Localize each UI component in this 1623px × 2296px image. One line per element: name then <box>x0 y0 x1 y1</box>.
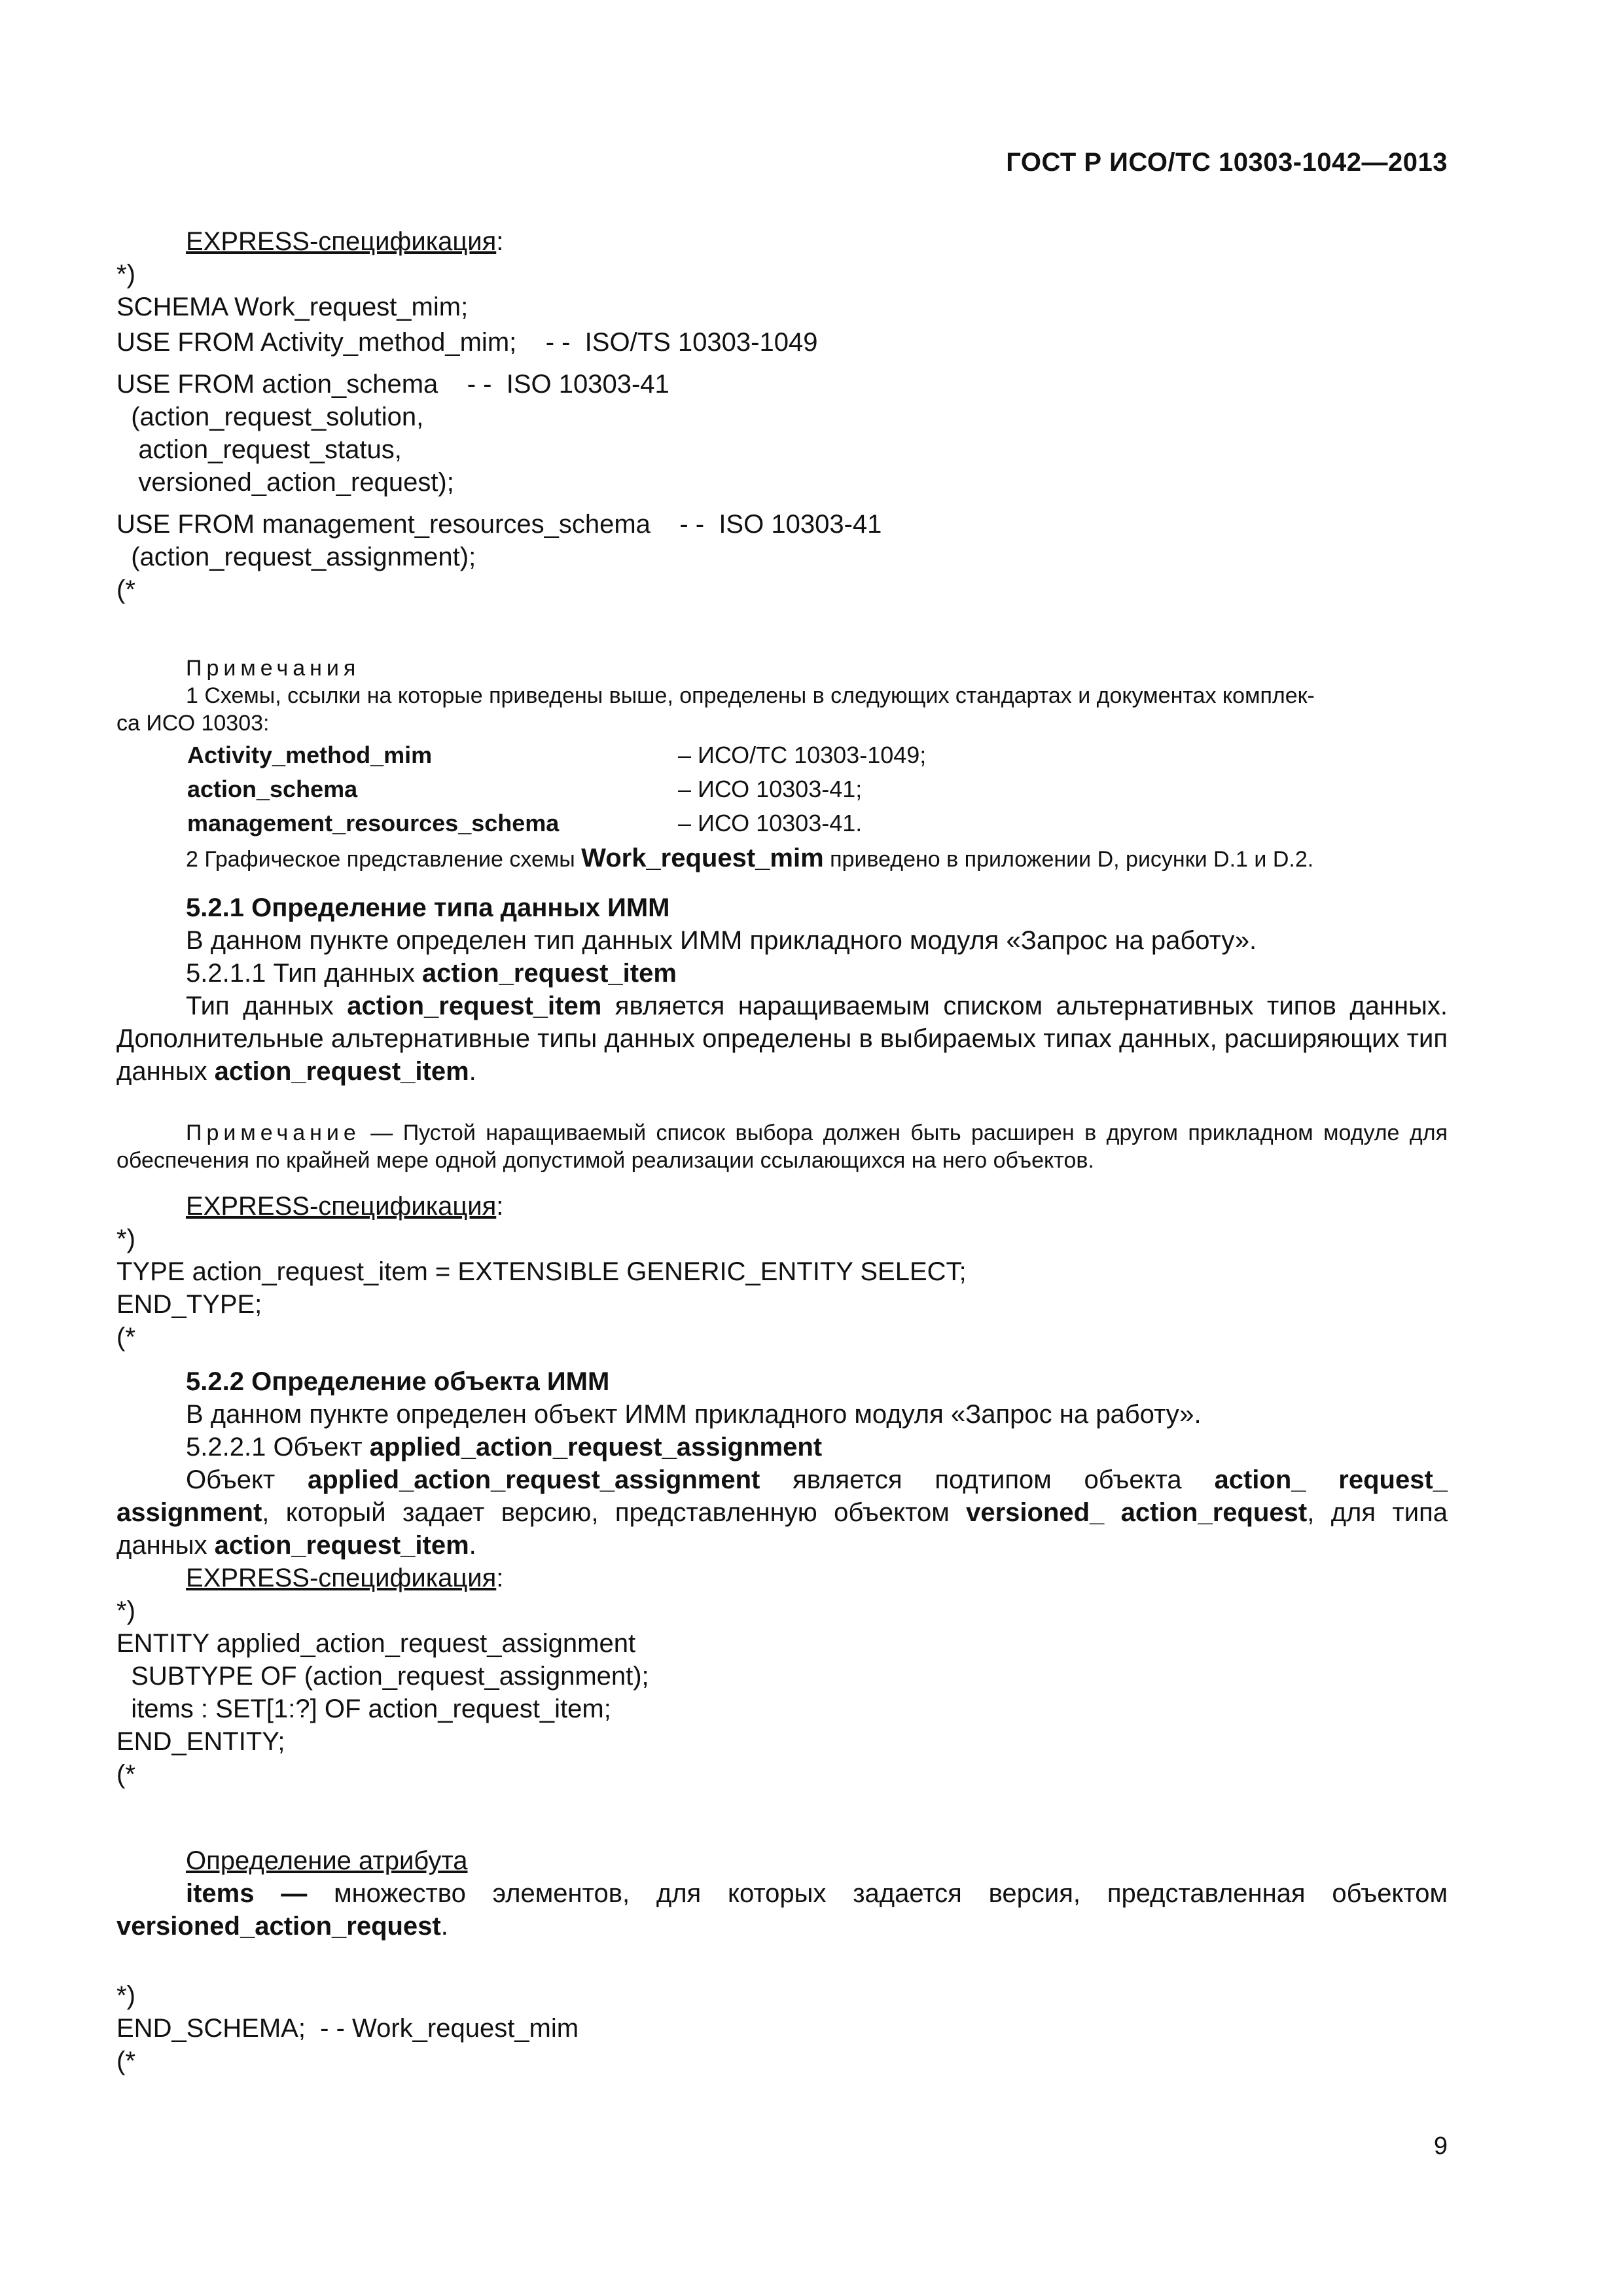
note-block <box>116 1119 1448 1174</box>
code-line: (* <box>116 1760 135 1789</box>
note-text: — Пустой наращиваемый список выбора должен быть расширен в другом прикладном модуле для обеспечения по крайней мере одной допустимой реализации ссылающихся на него объектов. <box>116 1121 1448 1173</box>
section-5-2-1 <box>116 891 1448 1088</box>
references-table <box>187 738 926 840</box>
code-line: (* <box>116 2047 135 2075</box>
notes-block <box>116 655 1448 737</box>
end-schema-block <box>116 1979 1448 2077</box>
code-line: (action_request_assignment); <box>116 543 476 571</box>
express-label: EXPRESS-спецификация: <box>186 227 504 256</box>
express-label: EXPRESS-спецификация: <box>186 1192 504 1221</box>
note-1-line-1: 1 Схемы, ссылки на которые приведены выше, определены в следующих стандартах и документах комплек- <box>186 683 1315 708</box>
code-line: (action_request_solution, <box>116 403 424 431</box>
code-line: action_request_status, <box>116 435 402 464</box>
reference-doc: – ИСО 10303-41. <box>678 810 863 836</box>
code-line: USE FROM action_schema - - ISO 10303-41 <box>116 370 669 399</box>
note-2: 2 Графическое представление схемы Work_request_mim приведено в приложении D, рисунки D.1 и D.2. <box>186 844 1314 872</box>
subsection-heading: 5.2.1.1 Тип данных action_request_item <box>186 959 677 988</box>
paragraph: Объект applied_action_request_assignment является подтипом объекта action_ request_ assignment, который задает версию, представленную объектом versioned_ action_request, для типа данных action_request_item. <box>116 1465 1448 1560</box>
reference-doc: – ИСО 10303-41; <box>678 776 863 802</box>
code-line: USE FROM management_resources_schema - - ISO 10303-41 <box>116 510 882 539</box>
code-line: *) <box>116 1225 135 1253</box>
note-1-line-2: са ИСО 10303: <box>116 711 270 736</box>
code-line: TYPE action_request_item = EXTENSIBLE GENERIC_ENTITY SELECT; <box>116 1257 967 1286</box>
reference-row <box>187 806 926 840</box>
code-line: *) <box>116 260 135 289</box>
attribute-definition <box>116 1844 1448 1943</box>
notes-title: Примечания <box>186 656 361 681</box>
express-schema-block <box>116 225 1448 606</box>
code-line: END_ENTITY; <box>116 1727 285 1756</box>
reference-row <box>187 738 926 772</box>
code-line: SUBTYPE OF (action_request_assignment); <box>116 1662 649 1691</box>
reference-row <box>187 772 926 806</box>
paragraph: Тип данных action_request_item является наращиваемым списком альтернативных типов данных. Дополнительные альтернативные типы данных определены в выбираемых типах данных, расширяющих тип данных action_request_item. <box>116 992 1448 1086</box>
express-type-block <box>116 1190 1448 1354</box>
reference-doc: – ИСО/ТС 10303-1049; <box>678 742 927 768</box>
express-label: EXPRESS-спецификация: <box>186 1564 504 1592</box>
code-line: USE FROM Activity_method_mim; - - ISO/TS 10303-1049 <box>116 328 818 357</box>
page-number: 9 <box>1433 2132 1448 2160</box>
code-line: END_SCHEMA; - - Work_request_mim <box>116 2014 579 2043</box>
section-heading: 5.2.2 Определение объекта ИММ <box>186 1367 610 1396</box>
document-header: ГОСТ Р ИСО/ТС 10303-1042—2013 <box>1006 148 1448 177</box>
code-line: END_TYPE; <box>116 1290 262 1319</box>
attribute-label: Определение атрибута <box>186 1846 468 1875</box>
paragraph: В данном пункте определен объект ИММ прикладного модуля «Запрос на работу». <box>186 1400 1202 1429</box>
section-5-2-2 <box>116 1365 1448 1791</box>
reference-name: management_resources_schema <box>187 810 560 836</box>
subsection-heading: 5.2.2.1 Объект applied_action_request_assignment <box>186 1433 823 1462</box>
attribute-text: items — множество элементов, для которых задается версия, представленная объектом versioned_action_request. <box>116 1879 1448 1941</box>
note-title: Примечание <box>186 1121 361 1145</box>
code-line: *) <box>116 1981 135 2010</box>
reference-name: action_schema <box>187 776 358 802</box>
code-line: items : SET[1:?] OF action_request_item; <box>116 1695 611 1723</box>
code-line: *) <box>116 1596 135 1625</box>
code-line: ENTITY applied_action_request_assignment <box>116 1629 636 1658</box>
section-heading: 5.2.1 Определение типа данных ИММ <box>186 893 670 922</box>
code-line: (* <box>116 1323 135 1352</box>
code-line: SCHEMA Work_request_mim; <box>116 293 469 321</box>
code-line: versioned_action_request); <box>116 468 454 497</box>
code-line: (* <box>116 575 135 604</box>
reference-name: Activity_method_mim <box>187 742 433 768</box>
paragraph: В данном пункте определен тип данных ИММ прикладного модуля «Запрос на работу». <box>186 926 1257 955</box>
